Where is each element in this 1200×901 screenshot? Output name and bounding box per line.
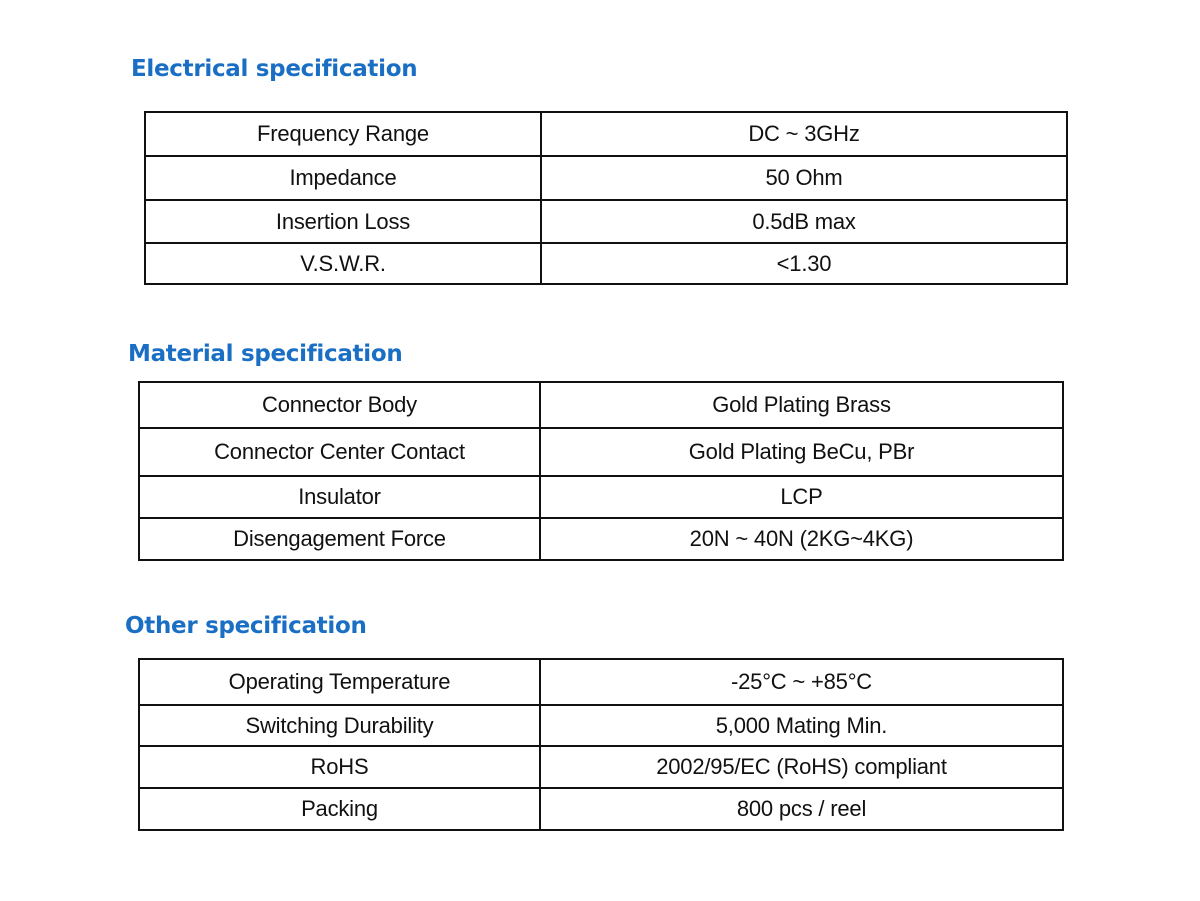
spec-label: Insulator: [139, 476, 540, 518]
table-row: [139, 788, 1063, 830]
spec-value: 2002/95/EC (RoHS) compliant: [540, 746, 1063, 788]
spec-value: 50 Ohm: [541, 156, 1067, 200]
spec-label: Impedance: [145, 156, 541, 200]
material-specification-table: [138, 381, 1064, 561]
spec-value: Gold Plating Brass: [540, 382, 1063, 428]
spec-value: LCP: [540, 476, 1063, 518]
spec-label: Insertion Loss: [145, 200, 541, 243]
table-row: [139, 705, 1063, 746]
spec-label: Packing: [139, 788, 540, 830]
other-specification-heading: Other specification: [125, 613, 367, 639]
table-row: [139, 746, 1063, 788]
other-specification-table: [138, 658, 1064, 831]
spec-label: Disengagement Force: [139, 518, 540, 560]
spec-label: Operating Temperature: [139, 659, 540, 705]
spec-label: Connector Body: [139, 382, 540, 428]
table-row: [145, 112, 1067, 156]
spec-label: V.S.W.R.: [145, 243, 541, 284]
electrical-specification-heading: Electrical specification: [131, 56, 418, 82]
table-row: [139, 382, 1063, 428]
table-row: [139, 518, 1063, 560]
spec-label: Switching Durability: [139, 705, 540, 746]
spec-value: -25°C ~ +85°C: [540, 659, 1063, 705]
spec-value: <1.30: [541, 243, 1067, 284]
table-row: [139, 476, 1063, 518]
spec-label: Frequency Range: [145, 112, 541, 156]
spec-value: 800 pcs / reel: [540, 788, 1063, 830]
electrical-specification-table: [144, 111, 1068, 285]
material-specification-heading: Material specification: [128, 341, 403, 367]
spec-value: DC ~ 3GHz: [541, 112, 1067, 156]
spec-value: 0.5dB max: [541, 200, 1067, 243]
table-row: [145, 243, 1067, 284]
table-row: [145, 156, 1067, 200]
table-row: [145, 200, 1067, 243]
spec-value: Gold Plating BeCu, PBr: [540, 428, 1063, 476]
spec-value: 5,000 Mating Min.: [540, 705, 1063, 746]
table-row: [139, 659, 1063, 705]
spec-label: Connector Center Contact: [139, 428, 540, 476]
spec-label: RoHS: [139, 746, 540, 788]
spec-value: 20N ~ 40N (2KG~4KG): [540, 518, 1063, 560]
table-row: [139, 428, 1063, 476]
